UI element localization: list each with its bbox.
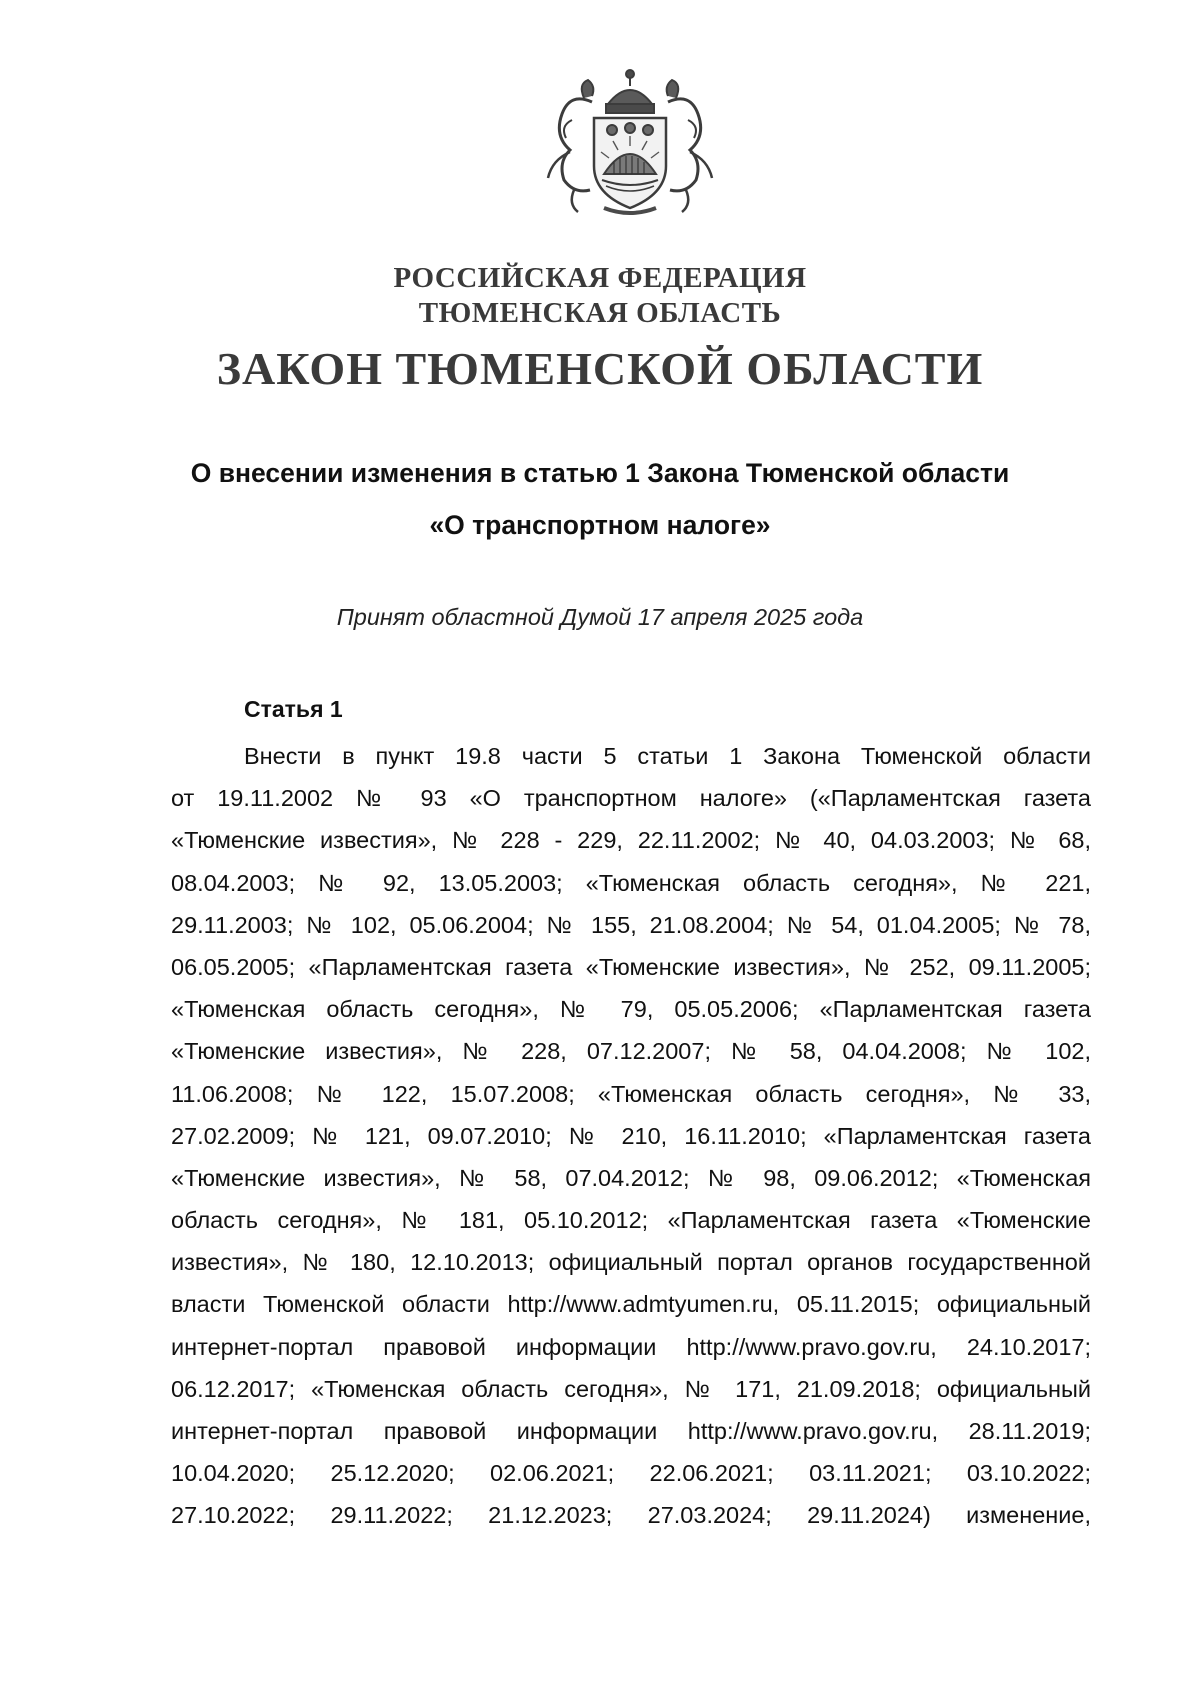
- header-region: ТЮМЕНСКАЯ ОБЛАСТЬ: [418, 297, 782, 329]
- body-line: Внести в пункт 19.8 части 5 статьи 1 Закона Тюменской области: [244, 743, 1091, 769]
- body-line: 08.04.2003; № 92, 13.05.2003; «Тюменская область сегодня», № 221,: [171, 869, 1091, 896]
- body-line: «Тюменские известия», № 58, 07.04.2012; № 98, 09.06.2012; «Тюменская: [171, 1164, 1091, 1191]
- body-line: 10.04.2020; 25.12.2020; 02.06.2021; 22.06.2021; 03.11.2021; 03.10.2022;: [171, 1460, 1091, 1487]
- body-line: 27.10.2022; 29.11.2022; 21.12.2023; 27.03.2024; 29.11.2024) изменение,: [171, 1502, 1091, 1529]
- article-heading: Статья 1: [244, 696, 343, 722]
- body-line: власти Тюменской области http://www.admtyumen.ru, 05.11.2015; официальный: [171, 1291, 1091, 1318]
- body-line: область сегодня», № 181, 05.10.2012; «Парламентская газета «Тюменские: [171, 1207, 1091, 1234]
- body-line: интернет-портал правовой информации http://www.pravo.gov.ru, 24.10.2017;: [171, 1333, 1091, 1360]
- header-country: РОССИЙСКАЯ ФЕДЕРАЦИЯ: [393, 262, 807, 294]
- body-line: «Тюменские известия», № 228, 07.12.2007; № 58, 04.04.2008; № 102,: [171, 1038, 1091, 1065]
- body-line: 27.02.2009; № 121, 09.07.2010; № 210, 16.11.2010; «Парламентская газета: [171, 1122, 1091, 1149]
- body-line: интернет-портал правовой информации http://www.pravo.gov.ru, 28.11.2019;: [171, 1418, 1091, 1444]
- body-line: 06.12.2017; «Тюменская область сегодня», № 171, 21.09.2018; официальный: [171, 1375, 1091, 1402]
- document-title-line-1: О внесении изменения в статью 1 Закона Тюменской области: [190, 458, 1010, 488]
- document-title-line-2: «О транспортном налоге»: [429, 510, 771, 540]
- body-line: «Тюменские известия», № 228 - 229, 22.11.2002; № 40, 04.03.2003; № 68,: [171, 827, 1091, 854]
- body-line: «Тюменская область сегодня», № 79, 05.05.2006; «Парламентская газета: [171, 996, 1091, 1023]
- article-body: [171, 735, 1091, 1537]
- body-line: 29.11.2003; № 102, 05.06.2004; № 155, 21.08.2004; № 54, 01.04.2005; № 78,: [171, 911, 1091, 938]
- header-document-type: ЗАКОН ТЮМЕНСКОЙ ОБЛАСТИ: [216, 343, 984, 394]
- body-line: известия», № 180, 12.10.2013; официальный портал органов государственной: [171, 1249, 1091, 1276]
- body-line: 06.05.2005; «Парламентская газета «Тюменские известия», № 252, 09.11.2005;: [171, 953, 1091, 980]
- body-line: от 19.11.2002 № 93 «О транспортном налоге» («Парламентская газета: [171, 785, 1091, 812]
- body-line: 11.06.2008; № 122, 15.07.2008; «Тюменская область сегодня», № 33,: [171, 1080, 1091, 1107]
- tyumen-coat-of-arms-icon: [530, 62, 730, 222]
- adoption-note: Принят областной Думой 17 апреля 2025 года: [336, 604, 864, 630]
